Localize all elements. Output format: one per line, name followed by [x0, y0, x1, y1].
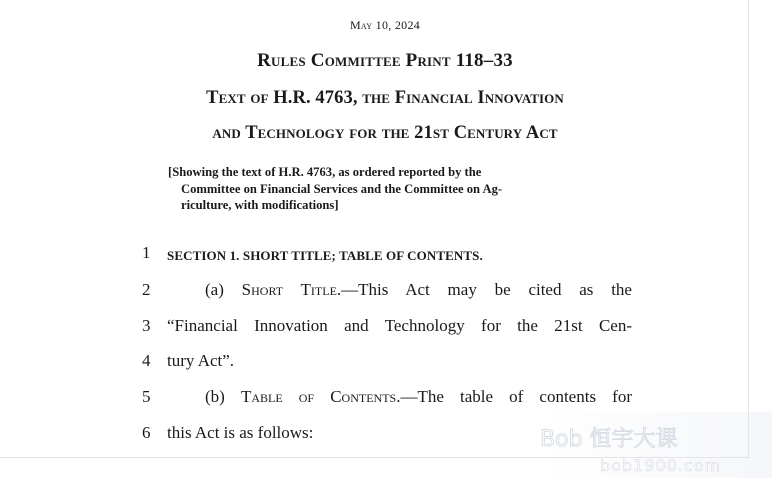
line-number: 5	[142, 387, 151, 406]
watermark-url: bob1900.com	[600, 456, 722, 475]
body-line	[167, 351, 632, 371]
print-title: Rules Committee Print 118–33	[257, 50, 513, 71]
body-text: “Financial Innovation and Technology for the 21st Cen-	[167, 316, 632, 335]
line-number: 3	[142, 316, 151, 335]
body-text: this Act is as follows:	[167, 423, 314, 442]
body-line	[167, 316, 632, 336]
note-line: [Showing the text of H.R. 4763, as ordered reported by the	[168, 165, 482, 179]
body-line	[167, 423, 632, 443]
document-date: May 10, 2024	[349, 18, 421, 32]
line-number: 1	[142, 243, 151, 262]
watermark-text: Bob 恒宇大课	[540, 427, 678, 452]
subsection-label: (a)	[205, 280, 242, 299]
body-text: tury Act”.	[167, 351, 235, 370]
subsection-label: (b)	[205, 387, 241, 406]
line-number: 4	[142, 351, 151, 370]
body-text: .—The table of contents for	[396, 387, 633, 406]
subsection-heading: Table of Contents	[240, 387, 397, 406]
body-line	[167, 280, 632, 300]
line-number: 6	[142, 423, 151, 442]
body-line	[167, 387, 632, 407]
act-title-line-2: and Technology for the 21st Century Act	[212, 123, 558, 143]
section-heading-text: SECTION 1. SHORT TITLE; TABLE OF CONTENTS.	[167, 248, 483, 263]
line-number: 2	[142, 280, 151, 299]
subsection-heading: Short Title	[241, 280, 337, 299]
act-title-line-1: Text of H.R. 4763, the Financial Innovation	[206, 88, 564, 108]
section-heading	[167, 245, 632, 265]
bracketed-note	[168, 164, 634, 214]
note-line: riculture, with modifications]	[181, 198, 339, 212]
body-text: .—This Act may be cited as the	[336, 280, 632, 299]
note-line: Committee on Financial Services and the Committee on Ag-	[181, 181, 503, 196]
